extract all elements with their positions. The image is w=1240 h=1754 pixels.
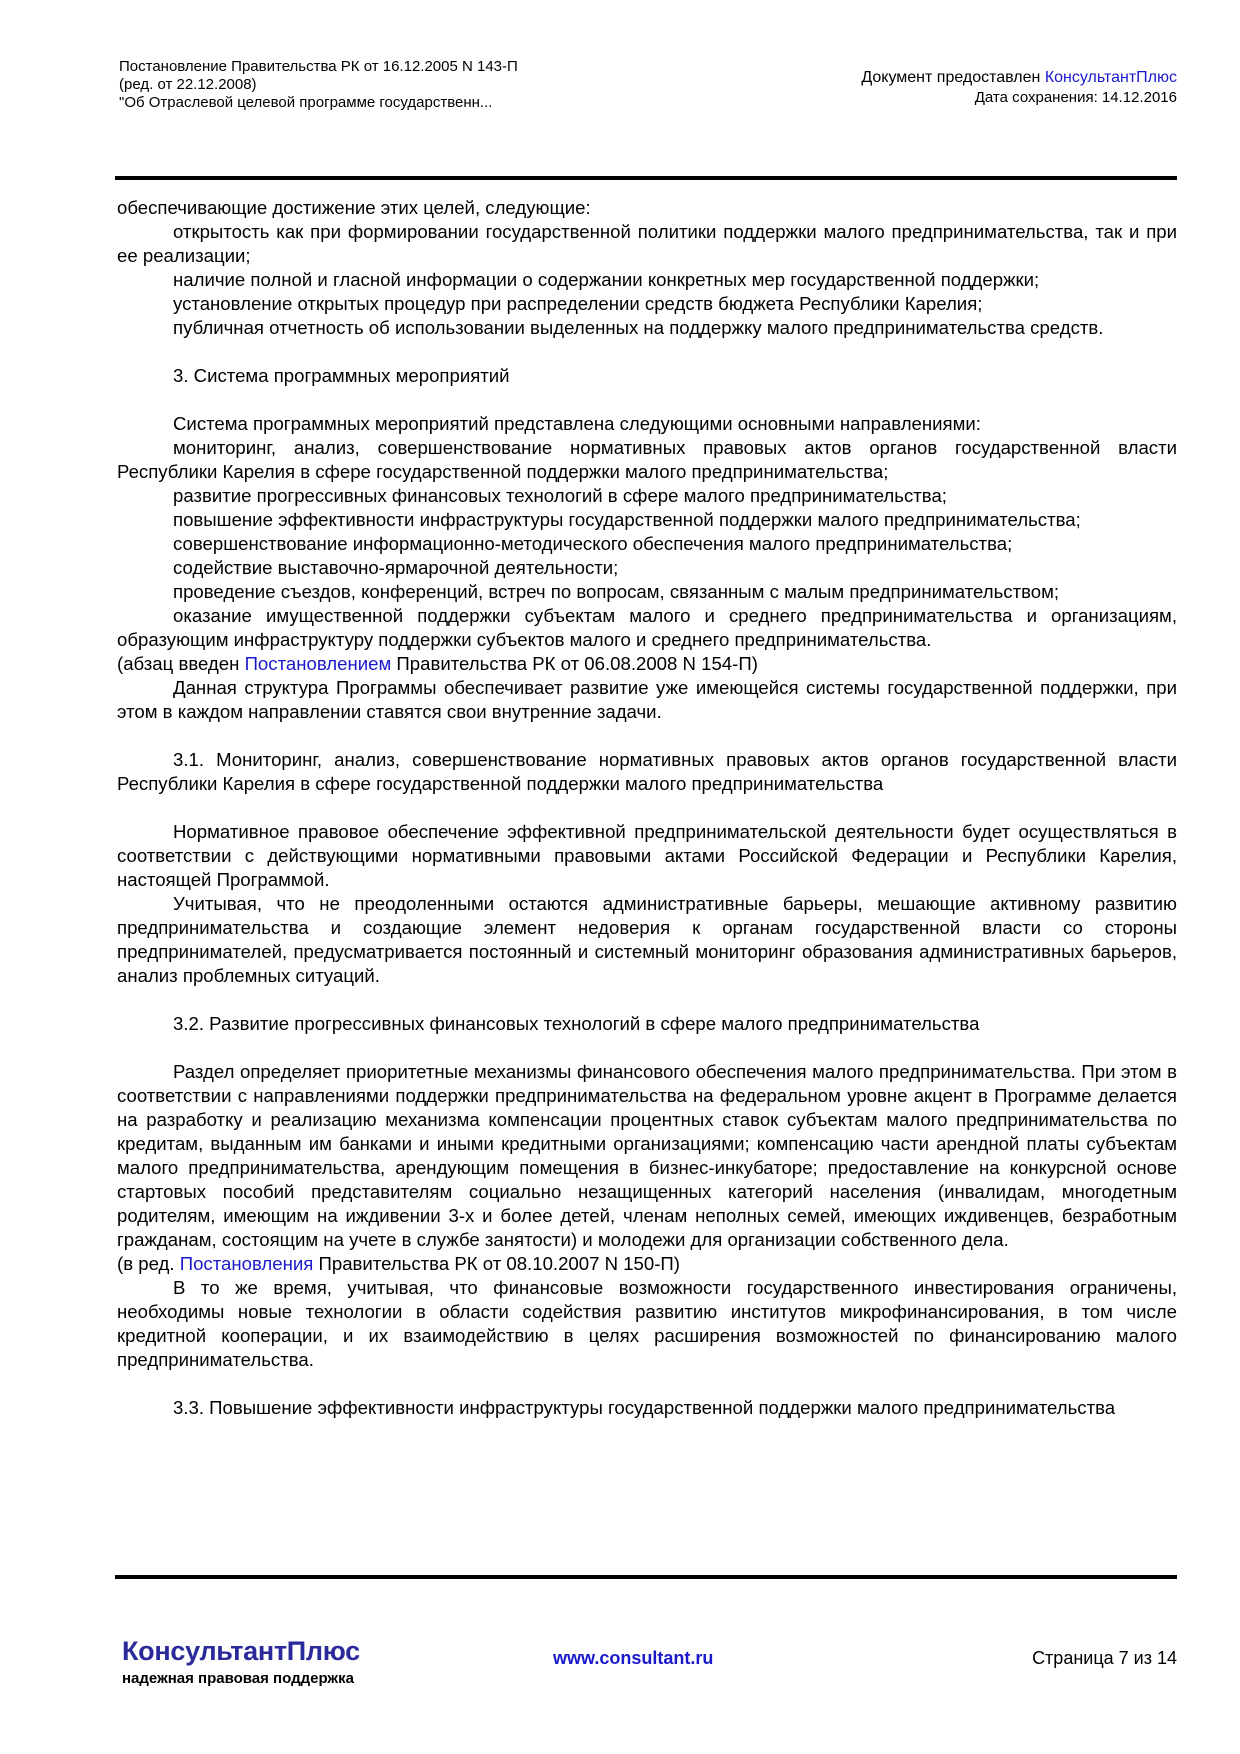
footer-brand-logo bbox=[122, 1636, 360, 1688]
footer-divider bbox=[115, 1575, 1177, 1579]
provided-by-label: Документ предоставлен bbox=[861, 69, 1045, 86]
brand-name: КонсультантПлюс bbox=[122, 1636, 360, 1666]
doc-subject-line: "Об Отраслевой целевой программе государственн... bbox=[119, 94, 493, 111]
paragraph: Раздел определяет приоритетные механизмы финансового обеспечения малого предпринимательства. При этом в соответствии с направлениями поддержки предпринимательства на федеральном уровне акцент в Программе делается на разработку и реализацию механизма компенсации процентных ставок субъектам малого предпринимательства по кредитам, выданным им банками и иными кредитными организациями; компенсацию части арендной платы субъектам малого предпринимательства, арендующим помещения в бизнес-инкубаторе; предоставление на конкурсной основе стартовых пособий представителям социально незащищенных категорий населения (инвалидам, многодетным родителям, имеющим на иждивении 3-х и более детей, членам неполных семей, имеющих иждивенцев, безработным гражданам, состоящим на учете в службе занятости) и молодежи для организации собственного дела. bbox=[117, 1061, 1177, 1250]
brand-tagline: надежная правовая поддержка bbox=[122, 1670, 354, 1687]
paragraph: развитие прогрессивных финансовых технологий в сфере малого предпринимательства; bbox=[173, 485, 947, 506]
note-prefix: (абзац введен bbox=[117, 653, 245, 674]
section-heading: 3.1. Мониторинг, анализ, совершенствование нормативных правовых актов органов государственной власти Республики Карелия в сфере государственной поддержки малого предпринимательства bbox=[117, 749, 1177, 794]
amendment-note bbox=[117, 1252, 1177, 1276]
doc-edition-line: (ред. от 22.12.2008) bbox=[119, 76, 257, 93]
note-suffix: Правительства РК от 06.08.2008 N 154-П) bbox=[391, 653, 758, 674]
paragraph: В то же время, учитывая, что финансовые возможности государственного инвестирования ограничены, необходимы новые технологии в области содействия развитию институтов микрофинансирования, в том числе кредитной кооперации, и их взаимодействию в целях расширения возможностей по финансированию малого предпринимательства. bbox=[117, 1277, 1177, 1370]
paragraph: Данная структура Программы обеспечивает развитие уже имеющейся системы государственной поддержки, при этом в каждом направлении ставятся свои внутренние задачи. bbox=[117, 677, 1177, 722]
page-number: Страница 7 из 14 bbox=[1032, 1648, 1177, 1668]
paragraph: публичная отчетность об использовании выделенных на поддержку малого предпринимательства средств. bbox=[173, 317, 1104, 338]
note-suffix: Правительства РК от 08.10.2007 N 150-П) bbox=[313, 1253, 680, 1274]
paragraph: повышение эффективности инфраструктуры государственной поддержки малого предпринимательства; bbox=[173, 509, 1081, 530]
amendment-link[interactable]: Постановлением bbox=[244, 653, 392, 674]
save-date: Дата сохранения: 14.12.2016 bbox=[974, 89, 1177, 106]
paragraph: Учитывая, что не преодоленными остаются административные барьеры, мешающие активному развитию предпринимательства и создающие элемент недоверия к органам государственной власти со стороны предпринимателей, предусматривается постоянный и системный мониторинг образования административных барьеров, анализ проблемных ситуаций. bbox=[117, 893, 1177, 986]
provided-by bbox=[861, 68, 1177, 88]
paragraph: установление открытых процедур при распределении средств бюджета Республики Карелия; bbox=[173, 293, 983, 314]
document-header-title bbox=[119, 58, 518, 112]
paragraph: проведение съездов, конференций, встреч по вопросам, связанным с малым предпринимательством; bbox=[173, 581, 1060, 602]
paragraph: содействие выставочно-ярмарочной деятельности; bbox=[173, 557, 619, 578]
paragraph: оказание имущественной поддержки субъектам малого и среднего предпринимательства и организациям, образующим инфраструктуру поддержки субъектов малого и среднего предпринимательства. bbox=[117, 605, 1177, 650]
amendment-link[interactable]: Постановления bbox=[179, 1253, 314, 1274]
paragraph: Система программных мероприятий представлена следующими основными направлениями: bbox=[173, 413, 981, 434]
document-provider-info bbox=[861, 68, 1177, 108]
paragraph: мониторинг, анализ, совершенствование нормативных правовых актов органов государственной власти Республики Карелия в сфере государственной поддержки малого предпринимательства; bbox=[117, 437, 1177, 482]
header-divider bbox=[115, 176, 1177, 180]
amendment-note bbox=[117, 652, 1177, 676]
section-heading: 3. Система программных мероприятий bbox=[173, 365, 510, 386]
paragraph: совершенствование информационно-методического обеспечения малого предпринимательства; bbox=[173, 533, 1013, 554]
note-prefix: (в ред. bbox=[117, 1253, 180, 1274]
paragraph: наличие полной и гласной информации о содержании конкретных мер государственной поддержки; bbox=[173, 269, 1040, 290]
paragraph: обеспечивающие достижение этих целей, следующие: bbox=[117, 197, 591, 218]
website-link[interactable]: www.consultant.ru bbox=[553, 1648, 714, 1668]
provider-brand-link[interactable]: КонсультантПлюс bbox=[1044, 69, 1177, 86]
paragraph: Нормативное правовое обеспечение эффективной предпринимательской деятельности будет осуществляться в соответствии с действующими нормативными правовыми актами Российской Федерации и Республики Карелия, настоящей Программой. bbox=[117, 821, 1177, 890]
section-heading: 3.3. Повышение эффективности инфраструктуры государственной поддержки малого предпринимательства bbox=[173, 1397, 1116, 1418]
paragraph: открытость как при формировании государственной политики поддержки малого предпринимательства, так и при ее реализации; bbox=[117, 221, 1177, 266]
doc-title-line: Постановление Правительства РК от 16.12.2005 N 143-П bbox=[119, 58, 518, 75]
section-heading: 3.2. Развитие прогрессивных финансовых технологий в сфере малого предпринимательства bbox=[173, 1013, 980, 1034]
document-body bbox=[117, 196, 1177, 1420]
